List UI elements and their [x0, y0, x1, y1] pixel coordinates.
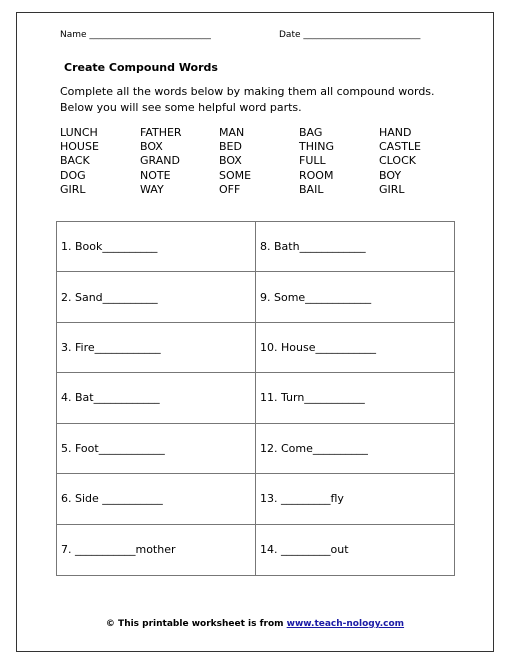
exercise-table: [56, 221, 455, 576]
word-bank-word: BACK: [60, 154, 90, 168]
word-bank-word: LUNCH: [60, 126, 98, 139]
word-bank-word: THING: [299, 140, 334, 154]
word-bank-word: FATHER: [140, 126, 182, 139]
exercise-cell: 13. _________fly: [256, 474, 454, 524]
word-bank-word: BOX: [219, 154, 242, 168]
word-bank-word: DOG: [60, 168, 86, 182]
word-bank: [60, 126, 460, 197]
word-bank-word: BOX: [140, 140, 163, 154]
word-bank-word: CASTLE: [379, 140, 421, 154]
footer-text: © This printable worksheet is from: [105, 619, 284, 629]
exercise-cell: 8. Bath____________: [256, 222, 454, 272]
date-field: Date __________________________: [279, 30, 421, 40]
word-bank-word: SOME: [219, 168, 252, 182]
footer-link[interactable]: www.teach-nology.com: [286, 619, 405, 629]
exercise-cell: 10. House___________: [256, 323, 454, 373]
exercise-cell: 3. Fire____________: [57, 323, 256, 373]
exercise-cell: 2. Sand__________: [57, 272, 256, 322]
word-bank-word: GRAND: [140, 154, 180, 168]
name-field: Name ___________________________: [60, 30, 211, 40]
word-bank-word: ROOM: [299, 168, 334, 182]
word-bank-word: BED: [219, 140, 242, 154]
exercise-cell: 5. Foot____________: [57, 424, 256, 474]
exercise-cell: 7. ___________mother: [57, 525, 256, 575]
word-bank-word: HOUSE: [60, 140, 99, 154]
word-bank-word: HAND: [379, 126, 412, 139]
word-bank-word: WAY: [140, 182, 164, 196]
exercise-cell: 14. _________out: [260, 543, 349, 557]
word-bank-word: GIRL: [379, 182, 405, 196]
word-bank-word: BOY: [379, 168, 402, 182]
word-bank-word: BAG: [299, 126, 323, 139]
exercise-cell: 9. Some____________: [256, 272, 454, 322]
word-bank-word: MAN: [219, 126, 245, 139]
worksheet-title: Create Compound Words: [64, 61, 218, 74]
word-bank-word: NOTE: [140, 168, 171, 182]
exercise-cell: 11. Turn___________: [256, 373, 454, 423]
word-bank-word: GIRL: [60, 182, 86, 196]
footer-credit: [0, 619, 510, 629]
word-bank-word: BAIL: [299, 182, 324, 196]
word-bank-word: FULL: [299, 154, 326, 168]
exercise-cell: 1. Book__________: [57, 222, 256, 272]
exercise-cell: 6. Side ___________: [57, 474, 256, 524]
word-bank-word: OFF: [219, 182, 241, 196]
word-bank-word: CLOCK: [379, 154, 416, 168]
instructions-text: Complete all the words below by making them all compound words. Below you will see some helpful word parts.: [60, 85, 435, 114]
exercise-cell: 4. Bat____________: [57, 373, 256, 423]
exercise-cell: 12. Come__________: [256, 424, 454, 474]
